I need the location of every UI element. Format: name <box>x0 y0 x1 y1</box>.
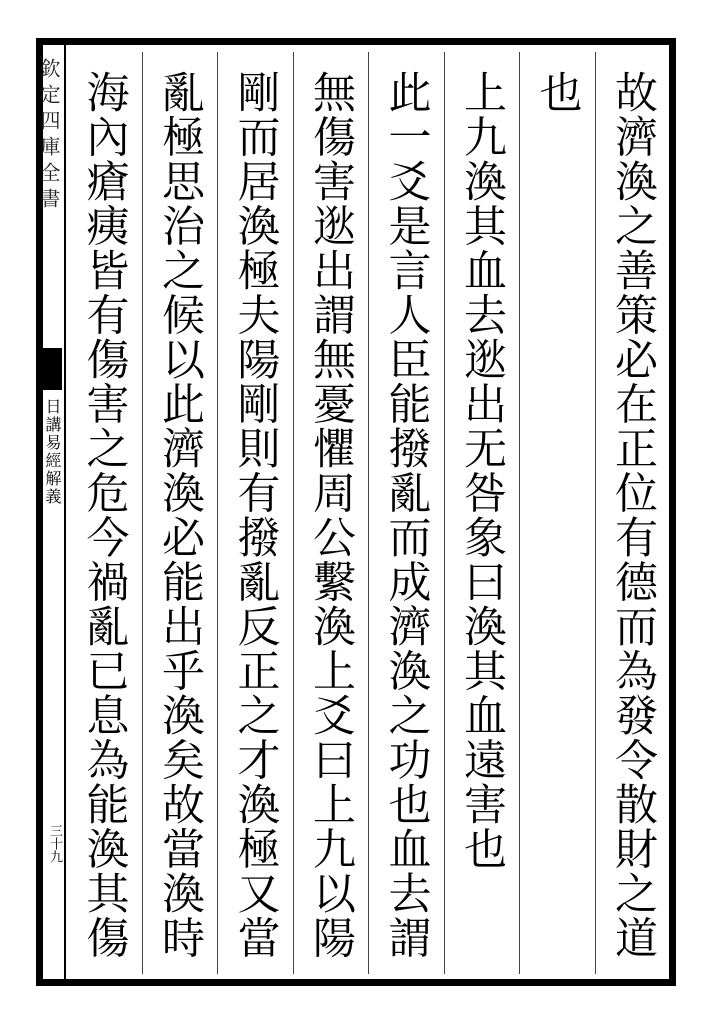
column-text: 此一爻是言人臣能撥亂而成濟渙之功也血去謂 <box>381 70 432 960</box>
text-column <box>293 52 369 974</box>
column-text: 海內瘡痍皆有傷害之危今禍亂已息為能渙其傷 <box>79 70 130 960</box>
text-column <box>217 52 293 974</box>
text-column <box>595 52 671 974</box>
column-text: 也 <box>532 70 583 115</box>
column-text: 上九渙其血去逖出无咎象曰渙其血遠害也 <box>457 70 507 871</box>
text-column <box>368 52 444 974</box>
text-column <box>66 52 142 974</box>
text-column <box>519 52 595 974</box>
page-number: 三十九 <box>47 824 62 863</box>
fish-tail-mark <box>38 348 62 390</box>
column-text: 故濟渙之善策必在正位有德而為發令散財之道 <box>608 70 658 960</box>
column-text: 無傷害逖出謂無憂懼周公繫渙上爻曰上九以陽 <box>306 70 356 960</box>
text-column <box>142 52 218 974</box>
page-margin-spine <box>36 44 66 980</box>
column-text: 剛而居渙極夫陽剛則有撥亂反正之才渙極又當 <box>230 70 281 960</box>
book-title: 欽定四庫全書 <box>37 58 61 214</box>
text-column <box>444 52 520 974</box>
column-text: 亂極思治之候以此濟渙必能出乎渙矣故當渙時 <box>155 70 205 960</box>
volume-title: 日講易經解義 <box>43 398 62 506</box>
text-columns <box>66 52 670 974</box>
